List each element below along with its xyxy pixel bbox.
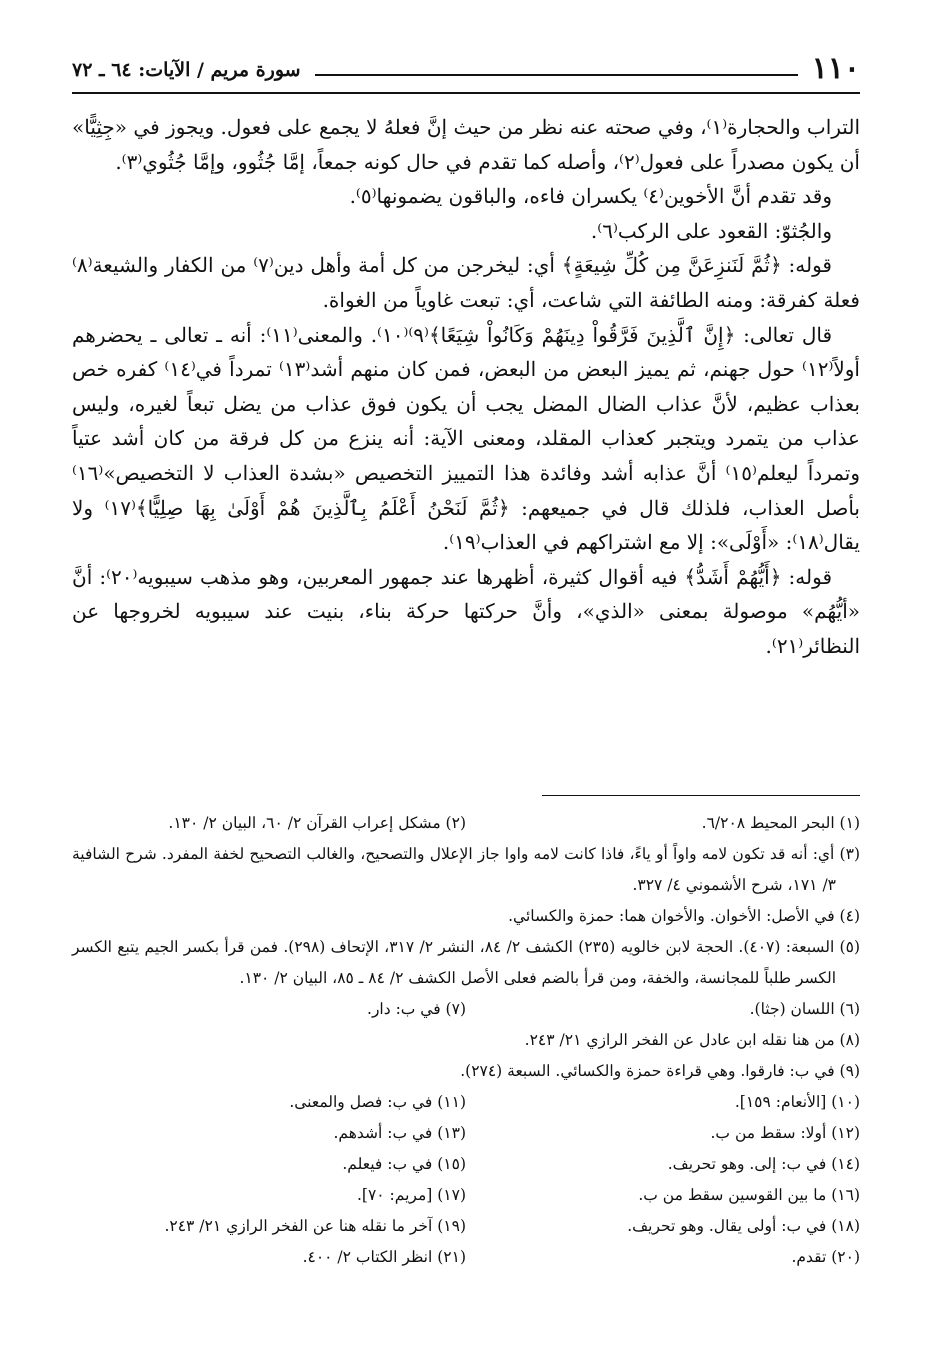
footnote-row bbox=[72, 1087, 860, 1118]
footnote-row bbox=[72, 1118, 860, 1149]
paragraph: التراب والحجارة⁽١⁾، وفي صحته عنه نظر من حيث إنَّ فعلهُ لا يجمع على فعول. ويجوز في «جِثِيًّا» أن يكون مصدراً على فعول⁽٢⁾، وأصله كما تقدم في حال كونه جمعاً، إمَّا جُثُوو، وإمَّا جُثُوي⁽٣⁾. bbox=[72, 115, 860, 174]
footnote: (١٨) في ب: أولى يقال. وهو تحريف. bbox=[627, 1217, 860, 1235]
footnote-row bbox=[72, 1242, 860, 1273]
footnote-row bbox=[72, 994, 860, 1025]
paragraph: قوله: ﴿أَيُّهُمْ أَشَدُّ﴾ فيه أقوال كثيرة، أظهرها عند جمهور المعربين، وهو مذهب سيبويه⁽٢٠⁾: أنَّ «أيُّهُم» موصولة بمعنى «الذي»، وأنَّ حركتها حركة بناء، بنيت عند سيبويه لخروجها عن النظائر⁽٢١⁾. bbox=[72, 564, 860, 658]
footnote: (٨) من هنا نقله ابن عادل عن الفخر الرازي ٢١/ ٢٤٣. bbox=[524, 1031, 860, 1049]
footnote: (١) البحر المحيط ٦/٢٠٨. bbox=[701, 814, 860, 832]
footnote: (٩) في ب: فارقوا. وهي قراءة حمزة والكسائي. السبعة (٢٧٤). bbox=[460, 1062, 860, 1080]
main-text bbox=[72, 110, 860, 664]
footnote: (١٥) في ب: فيعلم. bbox=[342, 1155, 466, 1173]
footnotes bbox=[72, 808, 860, 1273]
header-rule bbox=[72, 92, 860, 94]
page-header bbox=[72, 40, 860, 84]
footnote: (٤) في الأصل: الأخوان. والأخوان هما: حمزة والكسائي. bbox=[508, 907, 860, 925]
footnote: (٢٠) تقدم. bbox=[791, 1248, 860, 1266]
footnote-row bbox=[72, 1149, 860, 1180]
running-title: سورة مريم / الآيات: ٦٤ ـ ٧٢ bbox=[72, 59, 301, 81]
paragraph: قال تعالى: ﴿إِنَّ ٱلَّذِينَ فَرَّقُواْ دِينَهُمْ وَكَانُواْ شِيَعًا﴾⁽٩⁾⁽١٠⁾. والمعنى⁽١١⁾: أنه ـ تعالى ـ يحضرهم أولاً⁽١٢⁾ حول جهنم، ثم يميز البعض من البعض، فمن كان منهم أشد⁽١٣⁾ تمرداً في⁽١٤⁾ كفره خص بعذاب عظيم، لأنَّ عذاب الضال المضل يجب أن يكون فوق عذاب من يضل تبعاً لغيره، وليس عذاب من يتمرد ويتجبر كعذاب المقلد، ومعنى الآية: أنه ينزع من كل فرقة من كان أشد عتياً وتمرداً ليعلم⁽١٥⁾ أنَّ عذابه أشد وفائدة هذا التمييز التخصيص «بشدة العذاب لا التخصيص»⁽١٦⁾ بأصل العذاب، فلذلك قال في جميعهم: ﴿ثُمَّ لَنَحْنُ أَعْلَمُ بِٱلَّذِينَ هُمْ أَوْلَىٰ بِهَا صِلِيًّا﴾⁽١٧⁾ ولا يقال⁽١٨⁾: «أَوْلَى»: إلا مع اشتراكهم في العذاب⁽١٩⁾. bbox=[72, 322, 860, 555]
footnote-row bbox=[72, 1211, 860, 1242]
header-line bbox=[315, 74, 798, 76]
footnote: (٢١) انظر الكتاب ٢/ ٤٠٠. bbox=[302, 1248, 466, 1266]
footnote: (٧) في ب: دار. bbox=[367, 1000, 466, 1018]
footnote: (١٦) ما بين القوسين سقط من ب. bbox=[638, 1186, 860, 1204]
footnote: (١٢) أولا: سقط من ب. bbox=[710, 1124, 860, 1142]
footnote-row bbox=[72, 1180, 860, 1211]
footnote: (٢) مشكل إعراب القرآن ٢/ ٦٠، البيان ٢/ ١٣٠. bbox=[168, 814, 466, 832]
footnote-row bbox=[72, 808, 860, 839]
footnote: (١٩) آخر ما نقله هنا عن الفخر الرازي ٢١/ ٢٤٣. bbox=[164, 1217, 466, 1235]
footnote: (٥) السبعة: (٤٠٧). الحجة لابن خالويه (٢٣٥) الكشف ٢/ ٨٤، النشر ٢/ ٣١٧، الإتحاف (٢٩٨). فمن قرأ بكسر الجيم يتبع الكسر الكسر طلباً للمجانسة، والخفة، ومن قرأ بالضم فعلى الأصل الكشف ٢/ ٨٤ ـ ٨٥، البيان ٢/ ١٣٠. bbox=[72, 938, 860, 987]
paragraph: وقد تقدم أنَّ الأخوين⁽٤⁾ يكسران فاءه، والباقون يضمونها⁽٥⁾. bbox=[349, 184, 832, 209]
paragraph: والجُثوّ: القعود على الركب⁽٦⁾. bbox=[590, 218, 832, 243]
footnote: (١٠) [الأنعام: ١٥٩]. bbox=[734, 1093, 860, 1111]
footnote-separator bbox=[542, 795, 860, 796]
footnote: (١٧) [مريم: ٧٠]. bbox=[356, 1186, 466, 1204]
footnote: (١٤) في ب: إلى. وهو تحريف. bbox=[667, 1155, 860, 1173]
paragraph: قوله: ﴿ثُمَّ لَنَنزِعَنَّ مِن كُلِّ شِيعَةٍ﴾ أي: ليخرجن من كل أمة وأهل دين⁽٧⁾ من الكفار والشيعة⁽٨⁾ فعلة كفرقة: ومنه الطائفة التي شاعت، أي: تبعت غاوياً من الغواة. bbox=[72, 253, 860, 312]
footnote: (٦) اللسان (جثا). bbox=[749, 1000, 860, 1018]
footnote: (١٣) في ب: أشدهم. bbox=[333, 1124, 466, 1142]
page-number: ١١٠ bbox=[811, 51, 860, 86]
footnote: (٣) أي: أنه قد تكون لامه واواً أو ياءً، فاذا كانت لامه واوا جاز الإعلال والتصحيح، والغالب التصحيح لخفة المفرد. شرح الشافية ٣/ ١٧١، شرح الأشموني ٤/ ٣٢٧. bbox=[72, 845, 860, 894]
footnote: (١١) في ب: فصل والمعنى. bbox=[289, 1093, 466, 1111]
